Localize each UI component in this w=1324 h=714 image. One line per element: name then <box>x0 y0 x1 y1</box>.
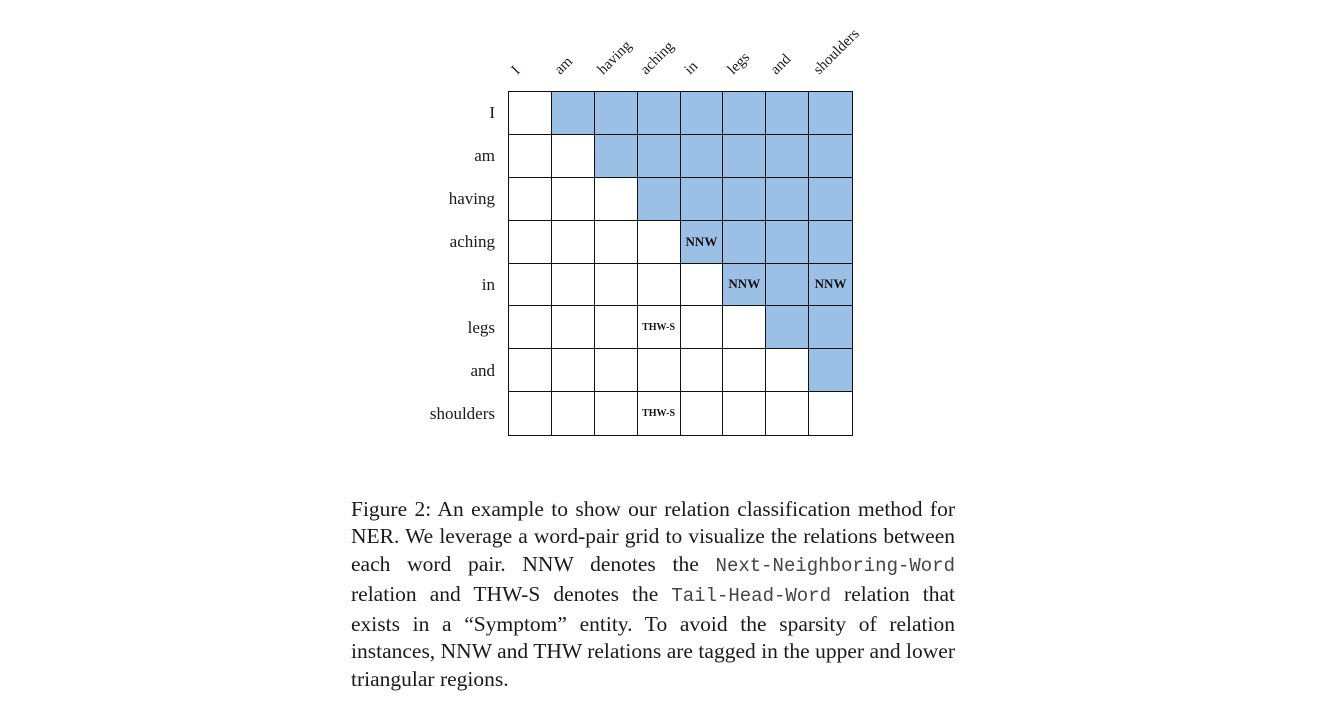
grid-cell <box>509 221 552 264</box>
grid-cell <box>509 92 552 135</box>
grid-cell <box>766 92 809 135</box>
grid-cell <box>723 392 766 435</box>
word-pair-grid <box>508 91 853 436</box>
grid-cell <box>766 349 809 392</box>
grid-cell <box>723 349 766 392</box>
grid-cell <box>809 135 852 178</box>
row-label: am <box>474 145 495 165</box>
grid-cell <box>766 264 809 307</box>
grid-cell <box>552 92 595 135</box>
grid-cell <box>552 392 595 435</box>
grid-cell <box>766 392 809 435</box>
grid-cell <box>595 92 638 135</box>
grid-cell <box>509 178 552 221</box>
row-label: I <box>489 102 495 122</box>
grid-cell <box>509 349 552 392</box>
caption-code-next-neighboring-word: Next-Neighboring-Word <box>715 555 955 578</box>
row-label: in <box>481 275 495 295</box>
grid-cell <box>595 264 638 307</box>
column-label: aching <box>638 38 678 78</box>
grid-cell <box>595 221 638 264</box>
grid-cell <box>681 135 724 178</box>
column-label: in <box>681 58 701 78</box>
row-label: aching <box>449 231 495 251</box>
column-label: having <box>594 37 636 78</box>
caption-text-1: Figure 2: An example to show our relation classification method for NER. We leverage a word-pair grid to visualize the relations between each word pair. NNW denotes the <box>351 496 955 577</box>
grid-cell <box>552 221 595 264</box>
grid-cell <box>681 392 724 435</box>
grid-cell <box>509 392 552 435</box>
grid-cell <box>681 349 724 392</box>
grid-cell <box>638 264 681 307</box>
grid-cell <box>638 221 681 264</box>
grid-cell <box>681 178 724 221</box>
grid-cell <box>723 221 766 264</box>
caption-text-2: relation and THW-S denotes the <box>351 581 672 606</box>
thw-s-tag-cell: THW-S <box>638 306 681 349</box>
grid-cell <box>723 92 766 135</box>
grid-cell <box>638 349 681 392</box>
grid-cell <box>595 349 638 392</box>
column-label: and <box>767 51 795 78</box>
grid-cell <box>681 306 724 349</box>
grid-cell <box>809 92 852 135</box>
grid-cell <box>809 349 852 392</box>
grid-cell <box>809 178 852 221</box>
grid-cell <box>766 306 809 349</box>
grid-cell <box>552 135 595 178</box>
row-label: shoulders <box>429 404 495 424</box>
grid-cell <box>723 306 766 349</box>
grid-cell <box>766 221 809 264</box>
grid-cell <box>681 264 724 307</box>
grid-cell <box>509 306 552 349</box>
grid-cell <box>809 392 852 435</box>
grid-cell <box>552 306 595 349</box>
grid-cell <box>638 178 681 221</box>
grid-cell <box>595 178 638 221</box>
thw-s-tag-cell: THW-S <box>638 392 681 435</box>
row-label: and <box>470 361 495 381</box>
nnw-tag-cell: NNW <box>809 264 852 307</box>
caption-code-tail-head-word: Tail-Head-Word <box>671 584 831 607</box>
grid-cell <box>509 135 552 178</box>
grid-cell <box>681 92 724 135</box>
figure-caption <box>351 496 955 695</box>
grid-cell <box>552 178 595 221</box>
column-label: am <box>551 53 577 78</box>
grid-cell <box>638 92 681 135</box>
grid-cell <box>552 264 595 307</box>
grid-cell <box>552 349 595 392</box>
nnw-tag-cell: NNW <box>723 264 766 307</box>
grid-cell <box>723 178 766 221</box>
row-label: having <box>448 188 495 208</box>
grid-cell <box>595 306 638 349</box>
column-label: I <box>508 63 524 78</box>
grid-cell <box>766 178 809 221</box>
caption-text-3: relation that exists in a “Symptom” entity. To avoid the sparsity of relation instances, NNW and THW relations are tagged in the upper and lower triangular regions. <box>351 581 955 692</box>
column-label: shoulders <box>810 26 863 79</box>
nnw-tag-cell: NNW <box>681 221 724 264</box>
grid-cell <box>638 135 681 178</box>
grid-cell <box>809 221 852 264</box>
grid-cell <box>509 264 552 307</box>
grid-cell <box>723 135 766 178</box>
grid-cell <box>595 392 638 435</box>
grid-cell <box>809 306 852 349</box>
grid-cell <box>766 135 809 178</box>
grid-cell <box>595 135 638 178</box>
column-label: legs <box>724 49 753 78</box>
row-label: legs <box>467 318 495 338</box>
